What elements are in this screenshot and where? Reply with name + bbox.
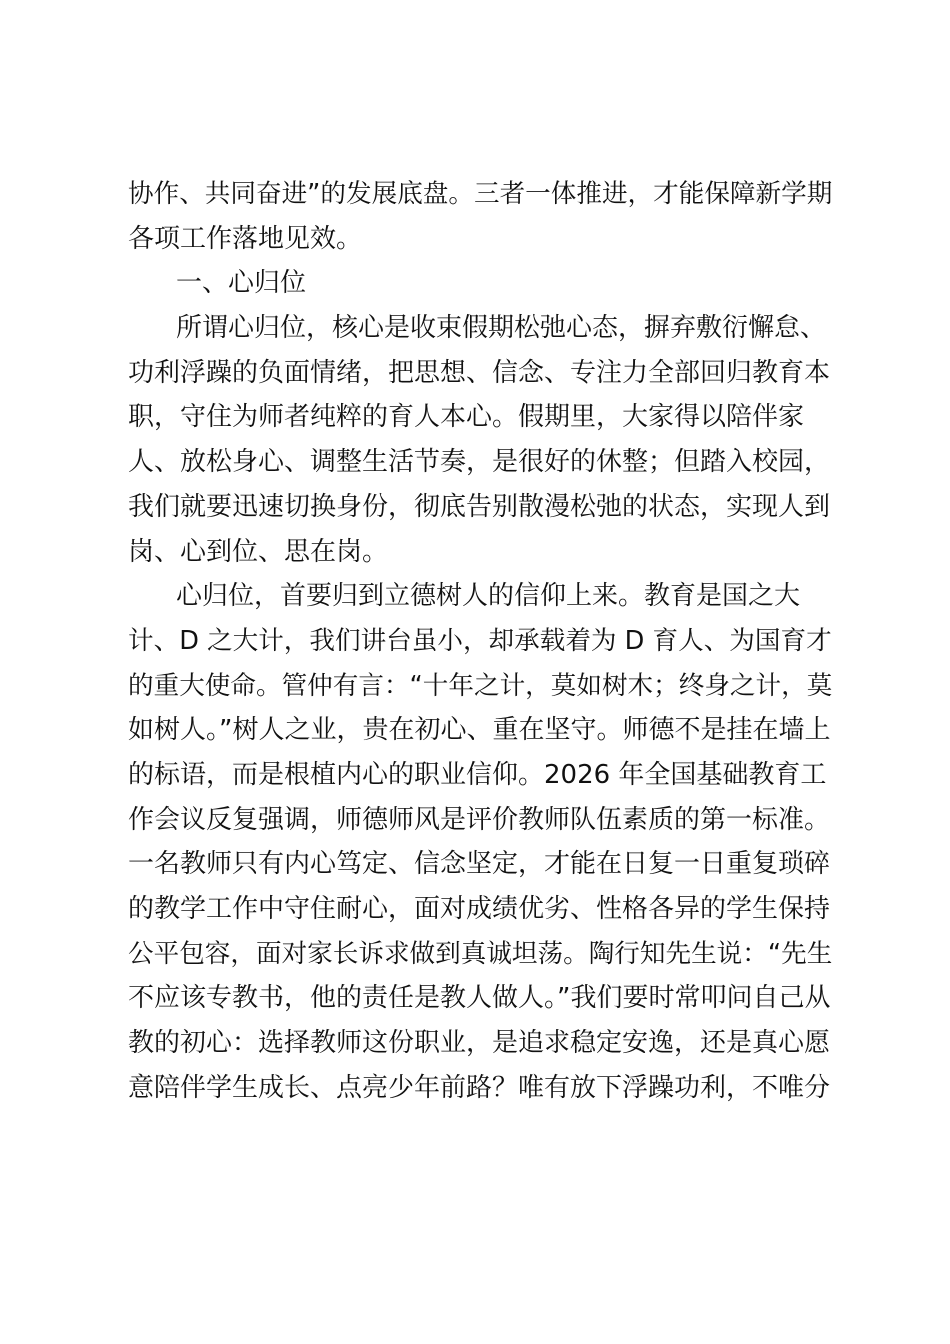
- text-line: 教的初心：选择教师这份职业，是追求稳定安逸，还是真心愿: [128, 1028, 831, 1059]
- text-line: 如树人。”树人之业，贵在初心、重在坚守。师德不是挂在墙上: [128, 715, 831, 746]
- text-line: 所谓心归位，核心是收束假期松弛心态，摒弃敷衍懈怠、: [176, 313, 827, 344]
- text-line: 心归位，首要归到立德树人的信仰上来。教育是国之大: [176, 581, 801, 612]
- text-line: 的标语，而是根植内心的职业信仰。2026 年全国基础教育工: [128, 759, 827, 790]
- body-text: [128, 172, 832, 1110]
- text-line: 公平包容，面对家长诉求做到真诚坦荡。陶行知先生说：“先生: [128, 938, 833, 969]
- text-line: 的教学工作中守住耐心，面对成绩优劣、性格各异的学生保持: [128, 894, 831, 924]
- text-line: 功利浮躁的负面情绪，把思想、信念、专注力全部回归教育本: [128, 357, 831, 388]
- section-heading: 一、心归位: [176, 268, 307, 299]
- text-line: 协作、共同奋进”的发展底盘。三者一体推进，才能保障新学期: [128, 179, 833, 209]
- text-line: 不应该专教书，他的责任是教人做人。”我们要时常叩问自己从: [128, 983, 831, 1014]
- text-line: 人、放松身心、调整生活节奏，是很好的休整；但踏入校园，: [128, 447, 831, 478]
- text-line: 各项工作落地见效。: [128, 223, 363, 254]
- text-line: 岗、心到位、思在岗。: [128, 536, 389, 567]
- text-line: 意陪伴学生成长、点亮少年前路？唯有放下浮躁功利，不唯分: [128, 1072, 831, 1103]
- text-line: 计、D 之大计，我们讲台虽小，却承载着为 D 育人、为国育才: [128, 625, 832, 656]
- text-line: 一名教师只有内心笃定、信念坚定，才能在日复一日重复琐碎: [128, 849, 831, 880]
- text-line: 职，守住为师者纯粹的育人本心。假期里，大家得以陪伴家: [128, 402, 805, 433]
- text-line: 的重大使命。管仲有言：“十年之计，莫如树木；终身之计，莫: [128, 670, 833, 701]
- text-line: 作会议反复强调，师德师风是评价教师队伍素质的第一标准。: [128, 804, 831, 835]
- text-line: 我们就要迅速切换身份，彻底告别散漫松弛的状态，实现人到: [128, 491, 831, 522]
